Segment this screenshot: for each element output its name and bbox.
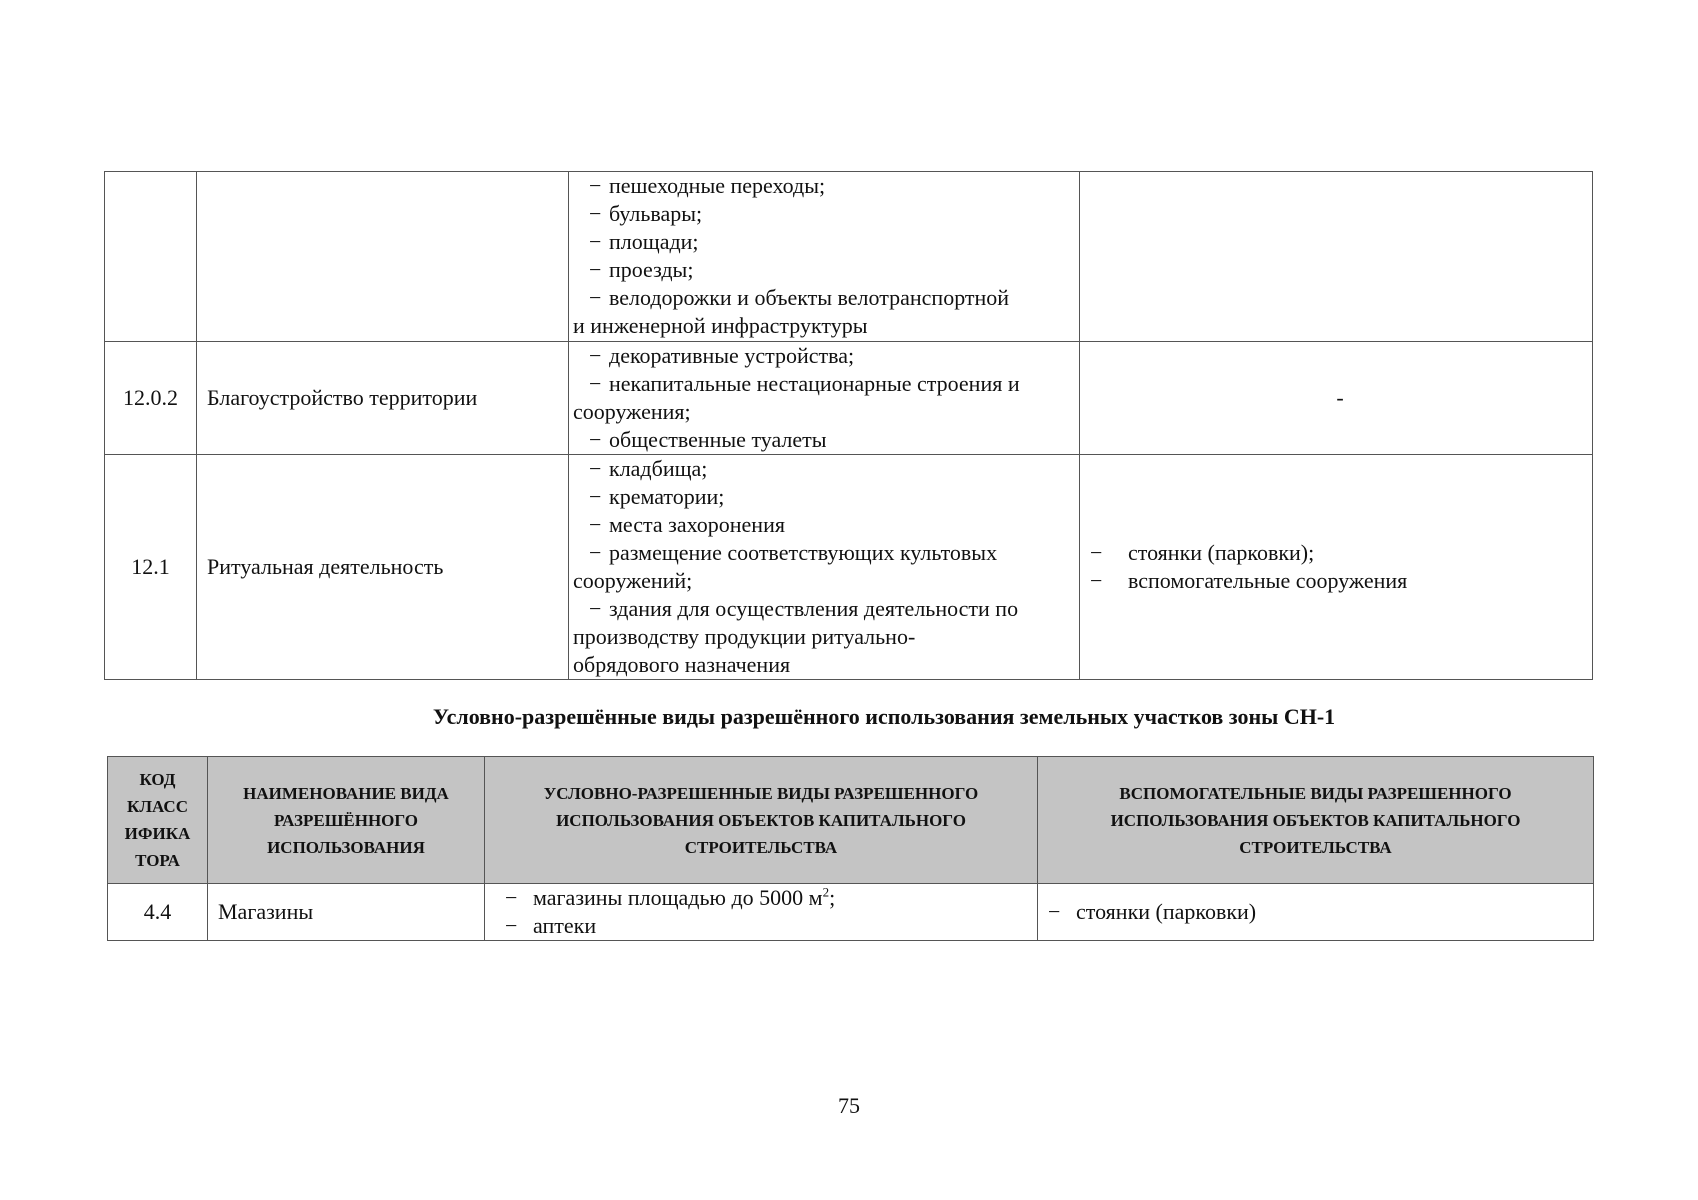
table-row bbox=[105, 172, 1593, 342]
list-item: − кладбища; bbox=[589, 456, 708, 481]
list-item: − общественные туалеты bbox=[589, 427, 827, 452]
list-item: − здания для осуществления деятельности по bbox=[589, 596, 1019, 621]
list-item-continuation: обрядового назначения bbox=[573, 652, 791, 677]
row-name bbox=[197, 172, 569, 342]
row-code: 12.1 bbox=[105, 455, 197, 680]
table-row bbox=[105, 455, 1593, 680]
list-item: − вспомогательные сооружения bbox=[1090, 568, 1408, 593]
row-name: Ритуальная деятельность bbox=[197, 455, 569, 680]
header-conditional-uses: УСЛОВНО-РАЗРЕШЕННЫЕ ВИДЫ РАЗРЕШЕННОГО ИСПОЛЬЗОВАНИЯ ОБЪЕКТОВ КАПИТАЛЬНОГО СТРОИТЕЛЬСТВА bbox=[485, 757, 1038, 884]
row-name: Благоустройство территории bbox=[197, 342, 569, 455]
conditional-use-table bbox=[107, 756, 1594, 941]
list-item: − места захоронения bbox=[589, 512, 785, 537]
row-code: 4.4 bbox=[108, 884, 208, 941]
list-item: − некапитальные нестационарные строения и bbox=[589, 371, 1020, 396]
list-item: − стоянки (парковки); bbox=[1090, 540, 1315, 565]
row-items bbox=[485, 884, 1038, 941]
continued-table bbox=[104, 171, 1593, 680]
list-item: − бульвары; bbox=[589, 201, 703, 226]
row-name: Магазины bbox=[208, 884, 485, 941]
list-item-continuation: сооружений; bbox=[573, 568, 693, 593]
list-item: − пешеходные переходы; bbox=[589, 173, 826, 198]
row-items bbox=[569, 342, 1080, 455]
table-header-row bbox=[108, 757, 1594, 884]
header-name: НАИМЕНОВАНИЕ ВИДА РАЗРЕШЁННОГО ИСПОЛЬЗОВАНИЯ bbox=[208, 757, 485, 884]
row-aux bbox=[1080, 455, 1593, 680]
list-item: − декоративные устройства; bbox=[589, 343, 855, 368]
header-auxiliary-uses: ВСПОМОГАТЕЛЬНЫЕ ВИДЫ РАЗРЕШЕННОГО ИСПОЛЬЗОВАНИЯ ОБЪЕКТОВ КАПИТАЛЬНОГО СТРОИТЕЛЬСТВА bbox=[1038, 757, 1594, 884]
list-item-continuation: и инженерной инфраструктуры bbox=[573, 313, 868, 338]
list-item: − магазины площадью до 5000 $м^2$; bbox=[505, 884, 836, 910]
list-item: − площади; bbox=[589, 229, 699, 254]
table-row bbox=[105, 342, 1593, 455]
list-item: − проезды; bbox=[589, 257, 694, 282]
list-item: − аптеки bbox=[505, 913, 597, 938]
table-row bbox=[108, 884, 1594, 941]
row-aux bbox=[1080, 172, 1593, 342]
header-code: КОД КЛАСС ИФИКА ТОРА bbox=[108, 757, 208, 884]
row-aux bbox=[1038, 884, 1594, 941]
page-number: 75 bbox=[838, 1093, 860, 1118]
row-items bbox=[569, 172, 1080, 342]
row-code bbox=[105, 172, 197, 342]
row-aux: - bbox=[1080, 342, 1593, 455]
list-item-continuation: производству продукции ритуально- bbox=[573, 624, 916, 649]
list-item: − велодорожки и объекты велотранспортной bbox=[589, 285, 1010, 310]
list-item-continuation: сооружения; bbox=[573, 399, 691, 424]
row-items bbox=[569, 455, 1080, 680]
list-item: − крематории; bbox=[589, 484, 725, 509]
section-heading: Условно-разрешённые виды разрешённого использования земельных участков зоны СН-1 bbox=[432, 704, 1336, 729]
list-item: − размещение соответствующих культовых bbox=[589, 540, 998, 565]
row-code: 12.0.2 bbox=[105, 342, 197, 455]
list-item: − стоянки (парковки) bbox=[1048, 899, 1257, 924]
